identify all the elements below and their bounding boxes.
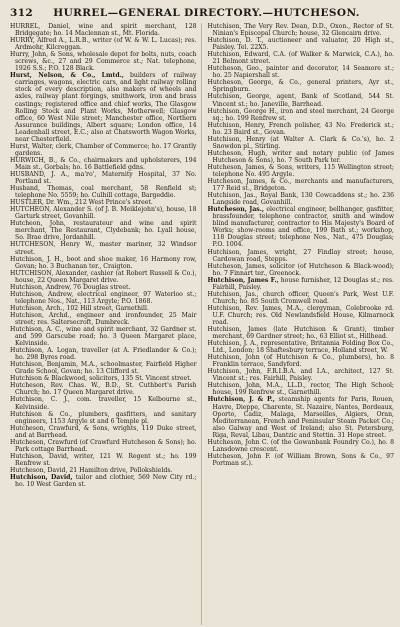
entry-name: Hutchison, John, M.A., LL.D., — [207, 382, 306, 390]
entry-text: auctioneer and valuator, 20 High st., Paisley. Tel. 22X5. — [212, 37, 394, 52]
directory-entry — [10, 375, 197, 382]
entry-name: Hutcheson, James, & Co., — [207, 178, 292, 186]
directory-entry — [208, 453, 395, 467]
directory-entry — [10, 396, 197, 410]
directory-entry — [10, 284, 197, 291]
directory-entry — [10, 171, 197, 185]
entry-name: HUTCHESON, Henry W., — [10, 241, 95, 249]
entry-name: Hutcheson, Crawfurd — [10, 438, 78, 446]
entry-text: wright, 27 Findlay street; house, Cardowan road, Stepps. — [212, 248, 394, 263]
entry-text: steamship agents for Paris, Rouen, Havre, Dieppe, Charente, St. Nazaire, Nantes, Bordeaux, Oporto, Cadiz, Malaga, Marseilles, Algiers, Oran, Mediterranean, French and Peninsular Steam Packet Co.; also Galway and West of Ireland; also St. Petersburg, Riga, Reval, Libau, Dantzic and Stettin. 31 Hope street. — [212, 396, 394, 439]
entry-text: wine and spirit merchant, 32 Gardner st. and 599 Garscube road; ho. 3 Queen Margaret place, Kelvinside. — [15, 326, 197, 348]
entry-name: Hutcheson, James, & Sons, — [207, 163, 294, 171]
entry-text: merchants and manufacturers, 177 Reid st., Bridgeton. — [212, 178, 394, 193]
directory-entry — [208, 65, 395, 79]
directory-entry — [10, 157, 197, 171]
directory-entry — [10, 312, 197, 326]
entry-name: Hutcheson, Crawfurd, & Sons, — [10, 424, 110, 432]
entry-text: (at Walter A. Clark & Co.'s), ho. 2 Snowdon pl., Stirling. — [212, 135, 394, 150]
entry-text: general printers, Ayr st., Springburn. — [212, 79, 394, 94]
entry-name: Hutchison, Henry, — [207, 121, 266, 129]
directory-entry — [10, 382, 197, 396]
entry-name: Hutchison, James — [207, 326, 267, 334]
left-column — [10, 23, 202, 625]
entry-text: cashier (at Robert Russell & Co.), house, 22 Queen Margaret drive. — [15, 269, 197, 284]
entry-name: Hutcheson, David, — [10, 466, 68, 474]
entry-text: electrical engineer, bellhanger, gasfitter, brassfounder, telephone contractor, smith and window blind manufacturer, contractor to His Majesty's Board of Works; show-rooms and office, 199 Bath st.; workshop, 118 Douglas street; telephone Nos., Nat., 475 Douglas; P.O. 1004. — [212, 206, 394, 249]
entry-text: church officer, Queen's Park, West U.F. Church; ho. 85 South Cromwell road. — [212, 290, 394, 305]
entry-name: Hutcheson, Geo., — [207, 65, 263, 73]
directory-entry — [208, 340, 395, 354]
entry-name: Husband, Thomas, — [10, 185, 74, 193]
entry-text: Rector of St. Ninian's Episcopal Church; house, 32 Glencairn drive. — [212, 23, 394, 38]
entry-name: HURWICH, B., & Co., — [10, 156, 81, 164]
entry-name: Hutcheon, John, — [10, 220, 66, 228]
directory-entry — [208, 263, 395, 277]
entry-name: Hutchison, Arch., — [10, 304, 65, 312]
directory-entry — [10, 474, 197, 488]
page-header — [10, 6, 394, 20]
directory-entry — [10, 72, 197, 142]
entry-text: master mariner, 32 Windsor street. — [15, 241, 197, 256]
entry-name: Hurst, Nelson, & Co., Lmtd., — [10, 72, 124, 80]
entry-text: wrights, 119 Duke street, and at Barrhead. — [15, 424, 197, 439]
directory-entry — [208, 249, 395, 263]
directory-entry — [10, 326, 197, 347]
directory-entry — [208, 439, 395, 453]
entry-name: Hutchison, John, F.R.I.B.A. and I.A., — [207, 368, 330, 376]
entry-name: Hutchison, J. H., — [10, 255, 64, 263]
directory-entry — [208, 122, 395, 136]
entry-text: builders of railway carriages, wagons, electric cars, and light railway rolling stock of every description, also makers of wheels and axles, railway plant forgings, smithwork, iron and brass castings; registered office and chief works, The Glasgow Rolling Stock and Plant Works, Motherwell; Glasgow office, 60 West Nile street; Manchester office, Northern Assurance buildings, Albert square; London office, 14 Leadenhall street, E.C.; also at Chatsworth Wagon Works, near Chesterfield. — [15, 72, 197, 143]
entry-text: com. traveller, 15 Kelbourne st., Kelvinside. — [15, 396, 197, 411]
directory-entry — [208, 277, 395, 291]
entry-text: solicitors, 135 St. Vincent street. — [89, 375, 192, 383]
entry-name: Hutchison, A. C., — [10, 326, 64, 334]
entry-name: Hutcheson, Hugh, — [207, 149, 268, 157]
entry-text: schoolmaster, Fairfield Higher Grade School, Govan; ho. 13 Clifford st. — [15, 361, 197, 376]
entry-text: writer and notary public (of James Hutcheson & Sons), ho. 7 South Park ter. — [212, 149, 394, 164]
entry-text: representative, Britannia Folding Box Co., Ltd., London; 18 Shaftesbury terrace, Holland street, W. — [212, 340, 394, 355]
entry-name: HUTCHEON, Alexander S. — [10, 206, 93, 214]
directory-entry — [208, 326, 395, 340]
directory-entry — [10, 206, 197, 220]
entry-text: wholesale depot for bolts, nuts, coach screws, &c., 27 and 29 Commerce st.; Nat. telephone, 1926 S.S.; P.O. 128 Black. — [15, 51, 197, 73]
entry-name: HUSTLER, Dr. Wm., — [10, 199, 74, 207]
entry-text: plumbers, gasfitters, and sanitary engineers, 1153 Argyle st and 6 Temple pl. — [15, 410, 197, 425]
entry-name: Hutchison, David, — [10, 452, 69, 460]
directory-entry — [208, 368, 395, 382]
entry-text: boot and shoe maker, 16 Harmony row, Govan; ho. 3 Buchanan ter., Craigton. — [15, 255, 197, 270]
directory-entry — [10, 37, 197, 51]
entry-name: Hutchison, Archd., — [10, 311, 72, 319]
entry-text: 102 Hill street, Garnethill. — [66, 304, 149, 312]
directory-entry — [10, 256, 197, 270]
entry-text: (of William Brown, Sons & Co., 97 Portman st.). — [212, 452, 394, 467]
right-column — [208, 23, 395, 625]
entry-text: 212 West Prince's street. — [75, 199, 153, 207]
entry-text: Royal Bank, 130 Cowcaddens st.; ho. 236 Langside road, Govanhill. — [212, 192, 394, 207]
directory-entry — [208, 51, 395, 65]
entry-text: (of J. B. Meiklejohn's), house, 18 Garturk street, Govanhill. — [15, 206, 197, 221]
entry-name: Hutcheson, John C. — [207, 438, 269, 446]
directory-entry — [208, 382, 395, 396]
entry-text: clergyman, Colebrooke rd. U.F. Church; res. Old Newlandsfield House, Kilmarnock road. — [212, 304, 394, 326]
entry-text: (of Hutchison & Co., plumbers), ho. 8 Franklin terrace, Sandyford. — [212, 354, 394, 369]
directory-entry — [10, 185, 197, 199]
entry-text: writer, 121 W. Regent st.; ho. 199 Renfrew st. — [15, 452, 197, 467]
entry-name: Hutchison, J. & P., — [207, 396, 275, 404]
page-number: 312 — [10, 7, 34, 19]
entry-name: Hutcheson, Jas., — [207, 206, 265, 214]
entry-name: Hutchison, George, — [207, 93, 272, 101]
entry-name: Hutchison, James, — [207, 248, 269, 256]
entry-name: Hutchison, Rev. James, M.A., — [207, 304, 304, 312]
entry-text: (of Walker & Marwick, C.A.), ho. 21 Belmont street. — [212, 51, 394, 66]
directory-entry — [208, 79, 395, 93]
entry-text: painter and decorator, 14 Seamore st.; ho. 25 Napiershall st. — [212, 65, 394, 80]
entry-name: Hutchison, Jas., — [207, 290, 259, 298]
directory-entry — [10, 270, 197, 284]
entry-name: Hutchison, John — [207, 354, 260, 362]
directory-entry — [208, 396, 395, 438]
directory-entry — [10, 305, 197, 312]
entry-name: Hutchison, D. T., — [207, 37, 264, 45]
entry-name: Hutchison & Blackwood, — [10, 375, 88, 383]
directory-entry — [10, 361, 197, 375]
entry-text: chairmakers and upholsterers, 194 Main st., Gorbals; ho. 16 Battlefield gdns. — [15, 156, 197, 171]
entry-text: electrical engineer, 97 Waterloo st.; telephone Nos., Nat., 113 Argyle; P.O. 1868. — [15, 290, 197, 305]
entry-text: rector, The High School; house, 199 Renfrew st., Garnethill. — [212, 382, 394, 397]
entry-name: Hurry, John, & Sons, — [10, 51, 75, 59]
directory-entry — [208, 164, 395, 178]
directory-entry — [208, 37, 395, 51]
entry-name: HUSBAND, J. A., — [10, 170, 70, 178]
entry-name: Hutchison, C. J., — [10, 396, 70, 404]
entry-name: Hutchison, Jas., — [207, 192, 258, 200]
entry-name: HUTCHISON, Alexander, — [10, 269, 89, 277]
entry-name: Hutchison & Co., — [10, 410, 73, 418]
directory-entry — [10, 439, 197, 453]
entry-text: 21 Hamilton drive, Pollokshields. — [69, 466, 173, 474]
entry-name: HURRY, Alfred A., — [10, 37, 67, 45]
entry-name: Hutchison, George H., — [207, 107, 279, 115]
entry-name: Hutchison, J. A., — [207, 340, 259, 348]
directory-columns — [10, 23, 394, 625]
entry-text: writers, 115 Wellington street; telephone No. 495 Argyle. — [212, 163, 394, 178]
entry-text: ma'ro', Maternity Hospital, 37 No. Portland st. — [15, 170, 197, 186]
entry-name: Hutchison, A. Logan, — [10, 347, 79, 355]
entry-name: Hutchison, David, — [10, 474, 73, 481]
directory-entry — [208, 192, 395, 206]
entry-text: (late Hutchison & Grant), timber merchant, 69 Gardner street; ho., 63 Elliot st., Hillhead. — [212, 326, 394, 341]
directory-entry — [10, 143, 197, 157]
directory-entry — [208, 108, 395, 122]
directory-entry — [208, 136, 395, 150]
entry-text: coal merchant, 58 Renfield st; telephone No. 5559; ho. Culhill cottage, Bargeddie. — [15, 185, 197, 200]
entry-text: architect, 127 St. Vincent st.; res. Fairhill, Paisley. — [212, 368, 394, 383]
entry-name: HURREL, Daniel, — [10, 23, 71, 30]
directory-entry — [10, 199, 197, 206]
directory-entry — [208, 305, 395, 326]
directory-entry — [10, 347, 197, 361]
entry-name: Hutchison, Henry — [207, 135, 266, 143]
directory-entry — [10, 467, 197, 474]
entry-name: Hutcheson, James, — [207, 262, 267, 270]
entry-name: Hutcheson, George, & Co., — [207, 79, 302, 87]
entry-text: agent, Bank of Scotland, 544 St. Vincent st.; ho. Janeville, Barrhead. — [212, 93, 394, 108]
directory-entry — [208, 354, 395, 368]
directory-entry — [10, 453, 197, 467]
entry-text: clerk, Chamber of Commerce; ho. 17 Grantly gardens. — [15, 142, 197, 157]
directory-entry — [208, 178, 395, 192]
directory-entry — [208, 206, 395, 248]
entry-text: French polisher, 43 No. Frederick st.; ho. 23 Baird st., Govan. — [212, 121, 394, 136]
entry-name: Hutcheson, John F. — [207, 452, 271, 460]
entry-text: wine and spirit merchant, 128 Bridgegate; ho. 14 Maclennan st., Mt. Florida. — [15, 23, 197, 38]
directory-entry — [10, 220, 197, 241]
entry-name: Hutchison, Benjamin, M.A., — [10, 361, 98, 369]
entry-text: (of Crawfurd Hutcheson & Sons); ho. Park cottage Barrhead. — [15, 438, 197, 453]
entry-text: L.R.B., writer (of W. & W. L. Lucas); res. Ardmohr, Kilcreggan. — [15, 37, 197, 52]
entry-name: Hutcheson, Rev. Chas. W., B.D., — [10, 382, 121, 390]
directory-entry — [10, 411, 197, 425]
entry-text: St. Cuthbert's Parish Church; ho. 17 Queen Margaret drive. — [15, 382, 197, 397]
entry-name: Hutchison, James F., — [207, 276, 279, 284]
entry-text: solicitor (of Hutcheson & Black-wood); ho. 7 Finnart ter., Greenock. — [212, 262, 394, 277]
directory-entry — [10, 23, 197, 37]
entry-text: iron and steel merchant, 24 George sq.; ho. 199 Renfrew st. — [212, 107, 394, 122]
entry-text: traveller (at A. Friedlander & Co.); ho. 298 Byres road. — [15, 347, 197, 362]
entry-name: Hurst, Walter, — [10, 142, 54, 150]
entry-text: restaurateur and wine and spirit merchant, The Restaurant, Clydebank; ho. Lyall house, So. Brae drive, Jordanhill. — [15, 220, 197, 242]
entry-text: (of the Gowanbank Foundry Co.), ho. 8 Lansdowne crescent. — [212, 438, 394, 453]
entry-text: house furnisher, 12 Douglas st.; res. Fairhill, Paisley. — [212, 276, 394, 291]
directory-entry — [208, 291, 395, 305]
entry-text: engineer and ironfounder, 25 Mair street; res. Saltersecroft, Dumbreck. — [15, 311, 197, 326]
entry-text: 76 Douglas street. — [73, 283, 131, 291]
entry-name: Hutchison, Andrew, — [10, 283, 72, 291]
directory-entry — [208, 150, 395, 164]
entry-name: Hutchison, The Very Rev. Dean, D.D., Oxon., — [207, 23, 351, 30]
directory-entry — [10, 425, 197, 439]
directory-entry — [10, 51, 197, 72]
entry-text: tailor and clothier, 569 New City rd.; ho. 10 West Garden st. — [15, 474, 197, 489]
entry-name: Hutchison, Edward, C.A. — [207, 51, 286, 59]
directory-entry — [208, 23, 395, 37]
directory-entry — [208, 93, 395, 107]
directory-entry — [10, 291, 197, 305]
running-title: HURREL—GENERAL DIRECTORY.—HUTCHESON. — [53, 7, 360, 19]
entry-name: Hutchison, Andrew, — [10, 290, 74, 298]
directory-entry — [10, 241, 197, 255]
